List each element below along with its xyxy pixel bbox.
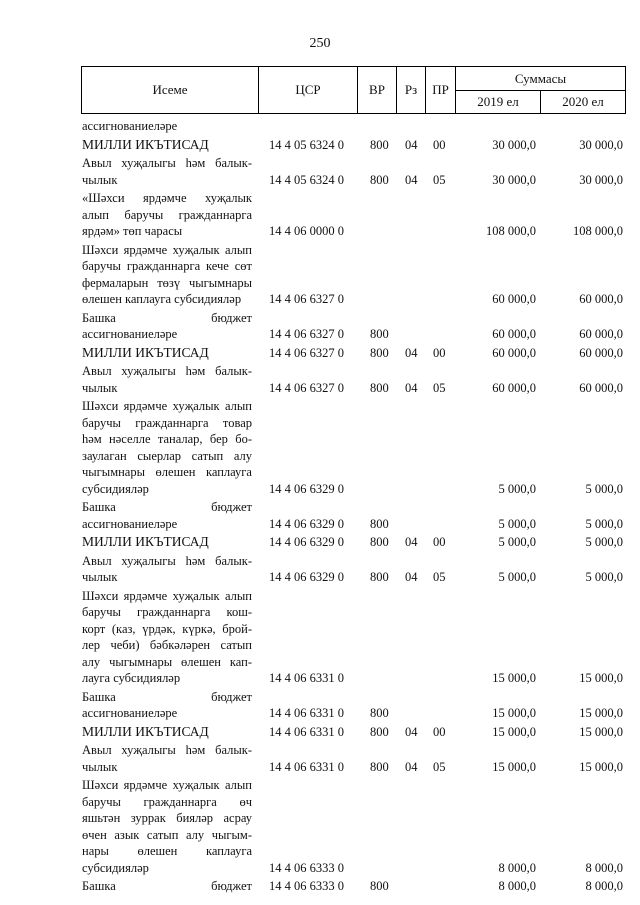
row-name-line: МИЛЛИ ИКЪТИСАД bbox=[82, 136, 209, 152]
row-name-line: Авыл хуҗалыгы һәм балык- bbox=[82, 743, 252, 757]
row-vr: 800 bbox=[370, 345, 389, 360]
row-rz: 04 bbox=[405, 137, 418, 152]
table-row bbox=[0, 742, 640, 775]
row-name bbox=[82, 363, 252, 396]
row-csr: 14 4 06 0000 0 bbox=[269, 224, 344, 238]
row-name bbox=[82, 724, 252, 741]
row-pr: 00 bbox=[433, 137, 446, 152]
row-name bbox=[82, 499, 252, 532]
table-row bbox=[0, 155, 640, 188]
row-name-line: яшьтән зуррак бияләр асрау bbox=[82, 811, 252, 825]
row-name-line: фермаларын төзү чыгымнары bbox=[82, 275, 252, 290]
row-sum-2020: 5 000,0 bbox=[585, 481, 623, 496]
row-name bbox=[82, 137, 252, 154]
row-name bbox=[82, 398, 252, 497]
row-rz: 04 bbox=[405, 724, 418, 739]
row-name bbox=[82, 310, 252, 343]
row-sum-2020: 60 000,0 bbox=[579, 327, 623, 341]
header-csr: ЦСР bbox=[295, 82, 321, 97]
row-vr: 800 bbox=[370, 172, 389, 187]
row-name-line: Башка бюджет bbox=[82, 500, 252, 514]
table-header bbox=[81, 66, 626, 114]
row-sum-2020: 8 000,0 bbox=[585, 860, 623, 875]
row-name-line: алу чыгымнары өлешен кап- bbox=[82, 654, 252, 669]
row-name-line: лауга субсидияләр bbox=[82, 671, 181, 685]
row-name-line: Авыл хуҗалыгы һәм балык- bbox=[82, 553, 252, 568]
row-vr: 800 bbox=[370, 535, 389, 549]
row-name-line: баручы гражданнарга кош- bbox=[82, 605, 252, 619]
row-sum-2020: 15 000,0 bbox=[579, 706, 623, 720]
table-row bbox=[0, 499, 640, 532]
header-sums: Суммасы bbox=[514, 70, 567, 86]
row-sum-2019: 8 000,0 bbox=[498, 879, 536, 893]
row-sum-2020: 15 000,0 bbox=[579, 671, 623, 685]
row-pr: 00 bbox=[433, 724, 446, 739]
row-name-line: Башка бюджет bbox=[82, 310, 252, 325]
row-csr: 14 4 06 6331 0 bbox=[269, 759, 344, 774]
row-csr: 14 4 06 6333 0 bbox=[269, 860, 344, 875]
header-rz: Рз bbox=[404, 82, 418, 97]
row-sum-2020: 60 000,0 bbox=[579, 345, 623, 360]
row-vr: 800 bbox=[370, 706, 389, 720]
header-border bbox=[81, 113, 626, 114]
row-csr: 14 4 06 6331 0 bbox=[269, 706, 344, 720]
row-name bbox=[82, 118, 252, 135]
row-csr: 14 4 06 6333 0 bbox=[269, 879, 344, 893]
row-sum-2019: 60 000,0 bbox=[492, 345, 536, 360]
row-sum-2020: 30 000,0 bbox=[579, 137, 623, 152]
row-name bbox=[82, 689, 252, 722]
row-pr: 00 bbox=[433, 535, 446, 549]
row-name-line: баручы гражданнарга товар bbox=[82, 415, 252, 430]
row-sum-2019: 108 000,0 bbox=[486, 224, 536, 238]
row-sum-2019: 30 000,0 bbox=[492, 172, 536, 187]
row-csr: 14 4 06 6329 0 bbox=[269, 516, 344, 531]
row-rz: 04 bbox=[405, 535, 418, 549]
row-pr: 05 bbox=[433, 172, 446, 187]
table-row bbox=[0, 777, 640, 876]
table-row bbox=[0, 689, 640, 722]
row-csr: 14 4 06 6327 0 bbox=[269, 327, 344, 341]
row-name-line: чыгымнары өлешен каплауга bbox=[82, 465, 252, 479]
row-pr: 05 bbox=[433, 380, 446, 395]
table-row bbox=[0, 363, 640, 396]
row-name-line: заулаган сыерлар сатып алу bbox=[82, 448, 252, 463]
row-name bbox=[82, 553, 252, 586]
row-name bbox=[82, 155, 252, 188]
header-year-2019: 2019 ел bbox=[477, 94, 519, 109]
row-name bbox=[82, 742, 252, 775]
row-vr: 800 bbox=[370, 570, 389, 584]
row-name-line: өлешен каплауга субсидияләр bbox=[82, 292, 242, 306]
table-row bbox=[0, 242, 640, 308]
row-vr: 800 bbox=[370, 879, 389, 893]
row-name-line: чылык bbox=[82, 570, 118, 584]
row-sum-2019: 15 000,0 bbox=[492, 724, 536, 739]
row-name-line: ассигнованиеләре bbox=[82, 706, 178, 720]
row-name-line: баручы гражданнарга өч bbox=[82, 794, 252, 809]
row-name-line: чылык bbox=[82, 380, 118, 395]
table-row bbox=[0, 398, 640, 497]
row-name-line: МИЛЛИ ИКЪТИСАД bbox=[82, 723, 209, 739]
row-name-line: «Шәхси ярдәмче хуҗалык bbox=[82, 191, 252, 205]
row-name-line: Авыл хуҗалыгы һәм балык- bbox=[82, 364, 252, 378]
row-pr: 05 bbox=[433, 759, 446, 774]
row-pr: 05 bbox=[433, 570, 446, 584]
row-csr: 14 4 06 6327 0 bbox=[269, 292, 344, 306]
row-sum-2019: 15 000,0 bbox=[492, 706, 536, 720]
row-name-line: һәм нәселле таналар, бер бо- bbox=[82, 432, 252, 446]
row-name bbox=[82, 878, 252, 895]
row-sum-2020: 108 000,0 bbox=[573, 224, 623, 238]
header-vr: ВР bbox=[369, 82, 385, 97]
row-name-line: ассигнованиеләре bbox=[82, 119, 178, 133]
row-sum-2019: 15 000,0 bbox=[492, 759, 536, 774]
row-vr: 800 bbox=[370, 759, 389, 774]
table-row bbox=[0, 553, 640, 586]
row-name-line: өчен азык сатып алу чыгым- bbox=[82, 827, 252, 842]
row-sum-2019: 60 000,0 bbox=[492, 380, 536, 395]
row-name-line: Башка бюджет bbox=[82, 689, 252, 704]
row-name bbox=[82, 345, 252, 362]
row-rz: 04 bbox=[405, 759, 418, 774]
row-name-line: нары өлешен каплауга bbox=[82, 844, 252, 858]
table-row bbox=[0, 345, 640, 362]
row-name bbox=[82, 534, 252, 551]
row-name bbox=[82, 588, 252, 687]
row-name-line: Авыл хуҗалыгы һәм балык- bbox=[82, 156, 252, 170]
page-number: 250 bbox=[309, 36, 331, 51]
row-name-line: баручы гражданнарга кече сөт bbox=[82, 259, 252, 273]
row-csr: 14 4 06 6327 0 bbox=[269, 380, 344, 395]
row-sum-2019: 60 000,0 bbox=[492, 327, 536, 341]
table-row bbox=[0, 118, 640, 135]
row-csr: 14 4 06 6329 0 bbox=[269, 535, 344, 549]
row-name-line: субсидияләр bbox=[82, 481, 149, 496]
row-sum-2019: 15 000,0 bbox=[492, 671, 536, 685]
row-sum-2020: 30 000,0 bbox=[579, 172, 623, 187]
row-name-line: Башка бюджет bbox=[82, 879, 252, 893]
row-vr: 800 bbox=[370, 724, 389, 739]
row-sum-2020: 5 000,0 bbox=[585, 516, 623, 531]
row-rz: 04 bbox=[405, 172, 418, 187]
row-csr: 14 4 06 6331 0 bbox=[269, 724, 344, 739]
table-row bbox=[0, 137, 640, 154]
table-row bbox=[0, 588, 640, 687]
row-sum-2020: 15 000,0 bbox=[579, 759, 623, 774]
table-row bbox=[0, 878, 640, 895]
row-sum-2020: 8 000,0 bbox=[585, 879, 623, 893]
table-row bbox=[0, 534, 640, 551]
row-name-line: лер чеби) бәбкәләрен сатып bbox=[82, 638, 252, 652]
table-row bbox=[0, 190, 640, 240]
row-pr: 00 bbox=[433, 345, 446, 360]
row-name-line: Шәхси ярдәмче хуҗалык алып bbox=[82, 588, 252, 603]
row-name-line: алып баручы гражданнарга bbox=[82, 207, 252, 222]
row-csr: 14 4 05 6324 0 bbox=[269, 137, 344, 152]
row-csr: 14 4 06 6329 0 bbox=[269, 570, 344, 584]
row-name-line: субсидияләр bbox=[82, 860, 149, 875]
header-name: Исеме bbox=[152, 82, 188, 97]
row-sum-2020: 15 000,0 bbox=[579, 724, 623, 739]
row-sum-2019: 30 000,0 bbox=[492, 137, 536, 152]
row-csr: 14 4 05 6324 0 bbox=[269, 172, 344, 187]
row-rz: 04 bbox=[405, 570, 418, 584]
row-name-line: МИЛЛИ ИКЪТИСАД bbox=[82, 534, 209, 549]
row-vr: 800 bbox=[370, 327, 389, 341]
row-sum-2020: 60 000,0 bbox=[579, 292, 623, 306]
row-name-line: ассигнованиеләре bbox=[82, 327, 178, 341]
row-sum-2019: 60 000,0 bbox=[492, 292, 536, 306]
row-name-line: ассигнованиеләре bbox=[82, 516, 178, 531]
row-name bbox=[82, 190, 252, 240]
row-name-line: чылык bbox=[82, 172, 118, 187]
row-rz: 04 bbox=[405, 380, 418, 395]
row-sum-2019: 5 000,0 bbox=[498, 516, 536, 531]
row-sum-2020: 5 000,0 bbox=[585, 570, 623, 584]
row-name-line: Шәхси ярдәмче хуҗалык алып bbox=[82, 399, 252, 413]
row-csr: 14 4 06 6329 0 bbox=[269, 481, 344, 496]
row-sum-2019: 5 000,0 bbox=[498, 481, 536, 496]
row-csr: 14 4 06 6327 0 bbox=[269, 345, 344, 360]
row-csr: 14 4 06 6331 0 bbox=[269, 671, 344, 685]
row-vr: 800 bbox=[370, 137, 389, 152]
row-sum-2020: 60 000,0 bbox=[579, 380, 623, 395]
row-name-line: чылык bbox=[82, 759, 118, 774]
header-year-2020: 2020 ел bbox=[562, 94, 604, 109]
row-vr: 800 bbox=[370, 516, 389, 531]
row-name-line: корт (каз, үрдәк, күркә, брой- bbox=[82, 621, 252, 636]
row-rz: 04 bbox=[405, 345, 418, 360]
row-sum-2019: 8 000,0 bbox=[498, 860, 536, 875]
row-name bbox=[82, 777, 252, 876]
row-name-line: ярдәм» төп чарасы bbox=[82, 224, 183, 238]
table-row bbox=[0, 310, 640, 343]
header-pr: ПР bbox=[432, 82, 449, 97]
row-sum-2019: 5 000,0 bbox=[498, 535, 536, 549]
row-sum-2019: 5 000,0 bbox=[498, 570, 536, 584]
row-name bbox=[82, 242, 252, 308]
row-vr: 800 bbox=[370, 380, 389, 395]
row-name-line: Шәхси ярдәмче хуҗалык алып bbox=[82, 778, 252, 792]
row-name-line: Шәхси ярдәмче хуҗалык алып bbox=[82, 242, 252, 257]
row-sum-2020: 5 000,0 bbox=[585, 535, 623, 549]
row-name-line: МИЛЛИ ИКЪТИСАД bbox=[82, 344, 209, 360]
table-row bbox=[0, 724, 640, 741]
